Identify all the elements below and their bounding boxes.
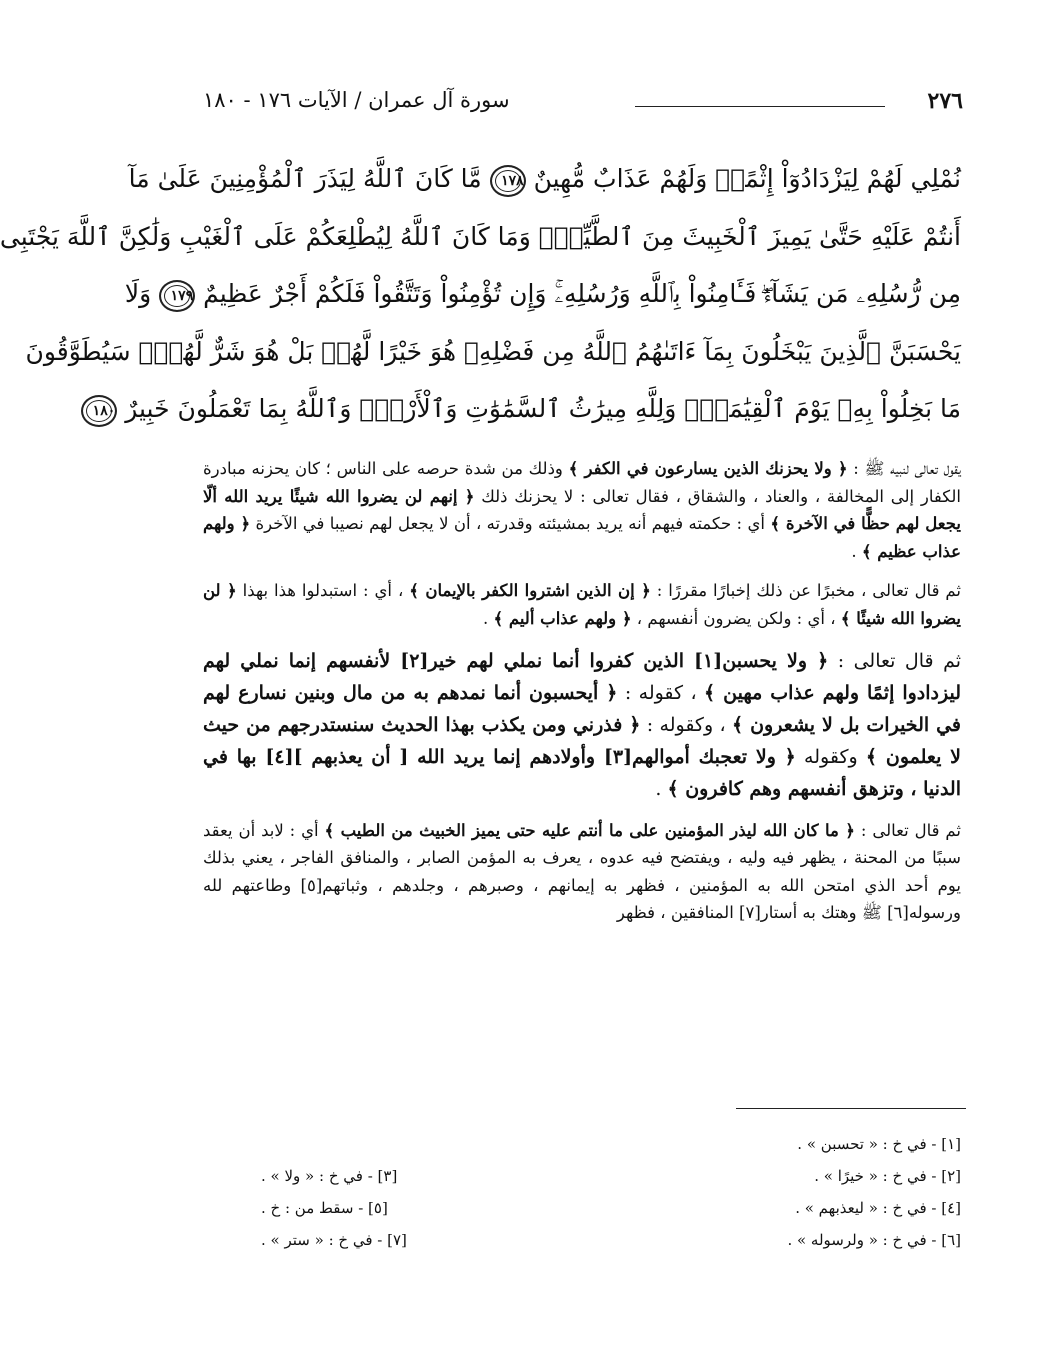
verse-text: نُمْلِي لَهُمْ لِيَزْدَادُوٓاْ إِثْمًاۚ وَلَهُمْ عَذَابٌ مُّهِينٌ [533,164,961,193]
header-rule [635,106,885,107]
quran-line [25,323,961,381]
commentary-text: ، وكقوله : [640,713,733,736]
footnote-row [261,1167,961,1199]
footnote: [٧] - في خ : « ستر » . [261,1231,407,1249]
footnote-row [261,1199,961,1231]
quoted-verse: ﴿ ولا يحسبن[١] الذين كفروا أنما نملي لهم خير[٢] لأنفسهم إنما نملي لهم ليزدادوا إثمًا ولهم عذاب مهين ﴾ [203,649,961,704]
quoted-verse: ﴿ ولا تعجبك أموالهم[٣] وأولادهم إنما يريد الله [ أن يعذبهم ][٤] بها في الدنيا ، وتزهق أنفسهم وهم كافرون ﴾ [203,745,961,800]
quran-line [128,150,961,208]
verse-text: وَلَا [124,279,152,308]
footnote: [٦] - في خ : « ولرسوله » . [787,1231,961,1249]
commentary-text: ثم قال تعالى : [854,820,961,840]
commentary-text: ، أي : ولكن يضرون أنفسهم ، [631,608,841,628]
quoted-verse: ﴿ أيحسبون أنما نمدهم به من مال وبنين نسارع لهم في الخيرات بل لا يشعرون ﴾ [203,681,961,736]
page-number: ٢٧٦ [927,88,963,114]
ayah-number-medallion: ١٨٠ [81,395,117,427]
footnote: [١] - في خ : « تحسبن » . [797,1135,961,1153]
quoted-verse: ﴿ إنهم لن يضروا الله شيئًا يريد الله ألّا يجعل لهم حظًّا في الآخرة ﴾ [203,486,961,534]
quran-line [0,208,961,266]
footnote-row [261,1231,961,1263]
quoted-verse: ﴿ ما كان الله ليذر المؤمنين على ما أنتم عليه حتى يميز الخبيث من الطيب ﴾ [324,820,855,840]
commentary-text: . [851,541,862,561]
commentary-text: وذلك من شدة حرصه على الناس ؛ كان يحزنه مبادرة الكفار إلى المخالفة ، والعناد ، والشقاق ، فقال تعالى : لا يحزنك ذلك [203,459,961,506]
commentary-text: . [482,608,494,628]
running-title: سورة آل عمران / الآيات ١٧٦ - ١٨٠ [203,88,510,112]
commentary-text: ثم قال تعالى : [828,649,962,672]
commentary-text: أي : لابد أن يعقد سببًا من المحنة ، يظهر فيه وليه ، ويفتضح فيه عدوه ، يعرف به المؤمن الصابر ، والمنافق الفاجر ، يعني بذلك يوم أحد الذي امتحن الله به المؤمنين ، فظهر به إيمانهم ، وصبرهم ، وجلدهم ، وثباتهم[٥] وطاعتهم لله ورسوله[٦] ﷺ وهتك به أستار[٧] المنافقين ، فظهر [203,820,961,923]
footnote: [٤] - في خ : « ليعذبهم » . [795,1199,961,1217]
commentary-paragraph [203,817,961,927]
quran-line [124,265,961,323]
commentary-text: يقول تعالى لنبيه ﷺ : [847,459,961,478]
commentary-block [203,455,961,939]
footnote: [٢] - في خ : « خيرًا » . [814,1167,961,1185]
quoted-verse: ﴿ ولهم عذاب عظيم ﴾ [203,514,961,561]
quran-line [92,380,961,438]
verse-text: مَا بَخِلُواْ بِهِۦ يَوْمَ ٱلْقِيَٰمَةِۗ وَلِلَّهِ مِيرَٰثُ ٱلسَّمَٰوَٰتِ وَٱلْأَرْضِۗ وَٱللَّهُ بِمَا تَعْمَلُونَ خَبِيرٌ [125,394,961,423]
commentary-paragraph [203,577,961,632]
footnote-rule [736,1108,966,1109]
verse-text: مِن رُّسُلِهِۦ مَن يَشَآءُۖ فَـَٔامِنُواْ بِٱللَّهِ وَرُسُلِهِۦۚ وَإِن تُؤْمِنُواْ وَتَتَّقُواْ فَلَكُمْ أَجْرٌ عَظِيمٌ [203,279,961,308]
footnote: [٣] - في خ : « ولا » . [261,1167,398,1185]
commentary-text: ، كقوله : [617,681,705,704]
quoted-verse: ﴿ فذرني ومن يكذب بهذا الحديث سنستدرجهم من حيث لا يعلمون ﴾ [203,713,961,768]
verse-text: مَّا كَانَ ٱللَّهُ لِيَذَرَ ٱلْمُؤْمِنِينَ عَلَىٰ مَآ [128,164,482,193]
footnote-row [261,1135,961,1167]
quran-verses-block [0,150,961,438]
ayah-number-medallion: ١٧٨ [490,165,526,197]
commentary-text: ، أي : استبدلوا هذا بهذا [236,581,410,601]
quoted-verse: ﴿ ولا يحزنك الذين يسارعون في الكفر ﴾ [568,459,848,478]
commentary-text: ثم قال تعالى ، مخبرًا عن ذلك إخبارًا مقررًا : [650,581,961,601]
footnotes-block [261,1135,961,1263]
quoted-verse: ﴿ إن الذين اشتروا الكفر بالإيمان ﴾ [409,581,651,601]
quoted-verse: ﴿ لن يضروا الله شيئًا ﴾ [203,581,961,628]
commentary-paragraph [203,455,961,565]
commentary-paragraph [203,645,961,805]
verse-text: أَنتُمْ عَلَيْهِ حَتَّىٰ يَمِيزَ ٱلْخَبِيثَ مِنَ ٱلطَّيِّبِۗ وَمَا كَانَ ٱللَّهُ لِيُطْلِعَكُمْ عَلَى ٱلْغَيْبِ وَلَٰكِنَّ ٱللَّهَ يَجْتَبِى [0,221,961,251]
commentary-text: . [655,777,668,800]
verse-text: يَحْسَبَنَّ ٱلَّذِينَ يَبْخَلُونَ بِمَآ ءَاتَىٰهُمُ ٱللَّهُ مِن فَضْلِهِۦ هُوَ خَيْرًا لَّهُمۖ بَلْ هُوَ شَرٌّ لَّهُمْۖ سَيُطَوَّقُونَ [25,336,961,366]
commentary-text: أي : حكمته فيهم أنه يريد بمشيئته وقدرته ، أن لا يجعل لهم نصيبا في الآخرة [250,514,771,534]
ayah-number-medallion: ١٧٩ [159,280,195,312]
page-header [203,88,963,118]
quoted-verse: ﴿ ولهم عذاب أليم ﴾ [493,608,632,628]
commentary-text: وكقوله [795,745,866,768]
footnote: [٥] - سقط من : خ . [261,1199,388,1217]
